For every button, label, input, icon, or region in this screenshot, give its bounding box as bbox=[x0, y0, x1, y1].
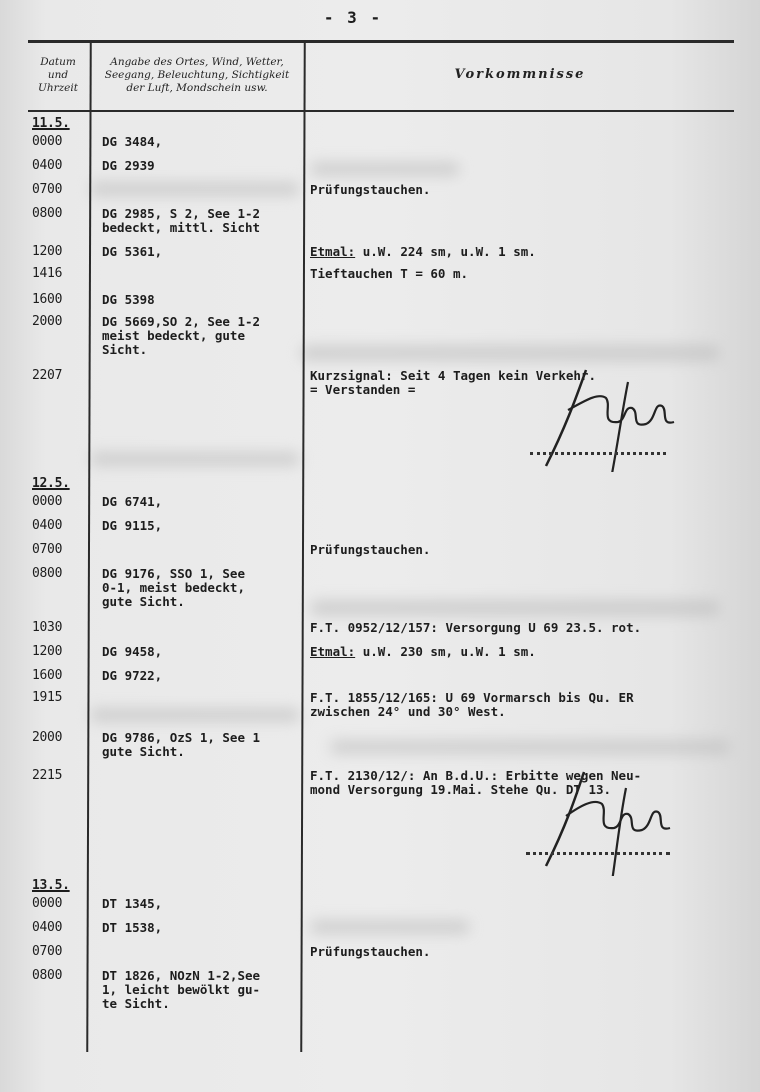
signature-2 bbox=[522, 766, 672, 876]
time-cell: 1600 bbox=[32, 292, 63, 307]
time-cell: 0800 bbox=[32, 206, 63, 221]
position-weather-cell: DG 5398 bbox=[102, 292, 155, 307]
event-text: u.W. 230 sm, u.W. 1 sm. bbox=[362, 644, 536, 659]
time-cell: 0700 bbox=[32, 542, 63, 557]
time-cell: 2215 bbox=[32, 768, 63, 783]
event-text: F.T. 1855/12/165: U 69 Vormarsch bis Qu. ER zwischen 24° und 30° West. bbox=[310, 690, 634, 719]
event-text: Prüfungstauchen. bbox=[310, 944, 431, 959]
position-weather-cell: DG 6741, bbox=[102, 494, 163, 509]
event-text: Prüfungstauchen. bbox=[310, 182, 431, 197]
time-cell: 0800 bbox=[32, 968, 63, 983]
event-cell bbox=[310, 945, 740, 959]
event-text: Kurzsignal: Seit 4 Tagen kein Verkehr. = Verstanden = bbox=[310, 368, 596, 397]
time-cell: 0700 bbox=[32, 182, 63, 197]
time-cell: 0000 bbox=[32, 896, 63, 911]
time-cell: 1600 bbox=[32, 668, 63, 683]
event-text: u.W. 224 sm, u.W. 1 sm. bbox=[362, 244, 536, 259]
time-cell: 2000 bbox=[32, 730, 63, 745]
position-weather-cell: DG 5669,SO 2, See 1-2 meist bedeckt, gute Sicht. bbox=[102, 314, 261, 357]
event-cell bbox=[310, 267, 740, 281]
position-weather-cell: DG 2985, S 2, See 1-2 bedeckt, mittl. Sicht bbox=[102, 206, 261, 235]
event-cell bbox=[310, 691, 740, 719]
time-cell: 1200 bbox=[32, 644, 63, 659]
position-weather-cell: DG 9722, bbox=[102, 668, 163, 683]
time-cell: 0000 bbox=[32, 494, 63, 509]
time-cell: 0400 bbox=[32, 518, 63, 533]
time-cell: 0700 bbox=[32, 944, 63, 959]
time-cell: 0000 bbox=[32, 134, 63, 149]
etmal-label: Etmal: bbox=[310, 244, 356, 259]
date-heading: 13.5. bbox=[32, 878, 70, 893]
position-weather-cell: DG 9176, SSO 1, See 0-1, meist bedeckt, gute Sicht. bbox=[102, 566, 245, 609]
event-cell bbox=[310, 183, 740, 197]
event-cell bbox=[310, 645, 740, 659]
position-weather-cell: DG 9115, bbox=[102, 518, 163, 533]
page-number: - 3 - bbox=[323, 8, 383, 27]
event-cell bbox=[310, 543, 740, 557]
date-heading: 11.5. bbox=[32, 116, 70, 131]
header-bottom-rule bbox=[28, 110, 734, 112]
table-top-rule bbox=[28, 40, 734, 43]
position-weather-cell: DT 1826, NOzN 1-2,See 1, leicht bewölkt gu- te Sicht. bbox=[102, 968, 261, 1011]
time-cell: 2000 bbox=[32, 314, 63, 329]
position-weather-cell: DG 5361, bbox=[102, 244, 163, 259]
event-text: F.T. 2130/12/: An B.d.U.: Erbitte wegen Neu- mond Versorgung 19.Mai. Stehe Qu. DT 13. bbox=[310, 768, 642, 797]
column-rule-1 bbox=[86, 42, 92, 1052]
signature-1 bbox=[528, 362, 678, 472]
header-place-column: Angabe des Ortes, Wind, Wetter, Seegang, Beleuchtung, Sichtigkeit der Luft, Mondschein usw. bbox=[104, 56, 290, 94]
event-text: Prüfungstauchen. bbox=[310, 542, 431, 557]
etmal-label: Etmal: bbox=[310, 644, 356, 659]
time-cell: 0400 bbox=[32, 158, 63, 173]
time-cell: 2207 bbox=[32, 368, 63, 383]
time-cell: 1915 bbox=[32, 690, 63, 705]
position-weather-cell: DT 1538, bbox=[102, 920, 163, 935]
position-weather-cell: DT 1345, bbox=[102, 896, 163, 911]
event-text: F.T. 0952/12/157: Versorgung U 69 23.5. rot. bbox=[310, 620, 642, 635]
time-cell: 1200 bbox=[32, 244, 63, 259]
time-cell: 0800 bbox=[32, 566, 63, 581]
time-cell: 1030 bbox=[32, 620, 63, 635]
signature-line-1 bbox=[530, 452, 666, 455]
position-weather-cell: DG 9458, bbox=[102, 644, 163, 659]
signature-line-2 bbox=[526, 852, 670, 855]
event-cell bbox=[310, 621, 740, 635]
event-text: Tieftauchen T = 60 m. bbox=[310, 266, 469, 281]
time-cell: 1416 bbox=[32, 266, 63, 281]
position-weather-cell: DG 3484, bbox=[102, 134, 163, 149]
date-heading: 12.5. bbox=[32, 476, 70, 491]
time-cell: 0400 bbox=[32, 920, 63, 935]
header-events-column: Vorkommnisse bbox=[454, 67, 586, 82]
position-weather-cell: DG 9786, OzS 1, See 1 gute Sicht. bbox=[102, 730, 261, 759]
event-cell bbox=[310, 245, 740, 259]
header-date-column: Datum und Uhrzeit bbox=[38, 56, 78, 94]
position-weather-cell: DG 2939 bbox=[102, 158, 155, 173]
